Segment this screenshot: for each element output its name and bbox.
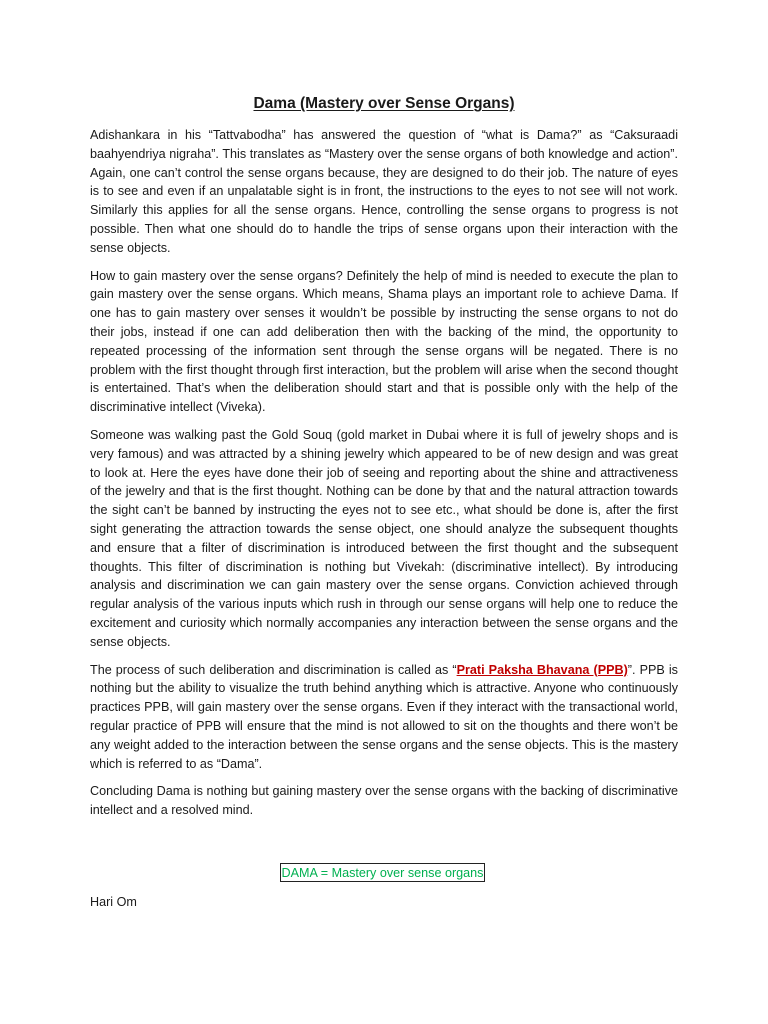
paragraph-intro: Adishankara in his “Tattvabodha” has answered the question of “what is Dama?” as “Caksuraadi baahyendriya nigraha”. This translates as “Mastery over the sense organs of both knowledge and action”. Again, one can’t control the sense organs because, they are designed to do their job. The nature of eyes is to see and even if an unpalatable sight is in front, the instructions to the eyes to not see will not work. Similarly this applies for all the sense organs. Hence, controlling the sense organs to progress is not possible. Then what one should do to handle the trips of sense organs upon their interaction with the sense objects. (90, 128, 678, 255)
ppb-text-before: The process of such deliberation and discrimination is called as “ (90, 662, 457, 677)
paragraph-ppb (90, 661, 678, 774)
page-title: Dama (Mastery over Sense Organs) (253, 95, 515, 112)
ppb-text-after: ”. PPB is nothing but the ability to visualize the truth behind anything which is attractive. Anyone who continuously practices PPB, will gain mastery over the sense organs. Even if they interact with the transactional world, regular practice of PPB will ensure that the mind is not allowed to sit on the thoughts and there won’t be any weight added to the interaction between the sense organs and the sense objects. This is the mastery which is referred to as “Dama”. (90, 662, 678, 771)
paragraph-how-to-gain-mastery: How to gain mastery over the sense organs? Definitely the help of mind is needed to execute the plan to gain mastery over the sense organs. Which means, Shama plays an important role to achieve Dama. If one has to gain mastery over senses it wouldn’t be possible by instructing the sense organs to not do their jobs, instead if one can add deliberation then with the backing of the mind, the opportunity to repeated processing of the information sent through the sense organs will be negated. There is no problem with the first thought through first interaction, but the problem will arise when the second thought is entertained. That’s when the deliberation should start and that is possible only with the help of the discriminative intellect (Viveka). (90, 268, 678, 415)
summary-box: DAMA = Mastery over sense organs (280, 863, 485, 882)
paragraph-conclusion: Concluding Dama is nothing but gaining mastery over the sense organs with the backing of discriminative intellect and a resolved mind. (90, 784, 678, 818)
paragraph-gold-souq-example: Someone was walking past the Gold Souq (gold market in Dubai where it is full of jewelry shops and is very famous) and was attracted by a shining jewelry which appeared to be of new design and was great to look at. Here the eyes have done their job of seeing and reporting about the shine and attractiveness of the jewelry and that is the first thought. Nothing can be done by that and the natural attraction towards the sight can’t be banned by instructing the eyes not to see etc., what should be done is, after the first sight generating the attraction towards the sense object, one should analyze the subsequent thoughts and ensure that a filter of discrimination is introduced between the first thought and the subsequent thoughts. This filter of discrimination is nothing but Vivekah: (discriminative intellect). By introducing analysis and discrimination we can gain mastery over the sense organs. Conviction achieved through regular analysis of the various inputs which rush in through our sense organs will help one to reduce the excitement and curiosity which normally accompanies any interaction between the sense organs and the sense objects. (90, 427, 678, 649)
ppb-highlight: Prati Paksha Bhavana (PPB) (456, 662, 628, 677)
signoff: Hari Om (90, 895, 137, 909)
document-body (90, 126, 678, 829)
